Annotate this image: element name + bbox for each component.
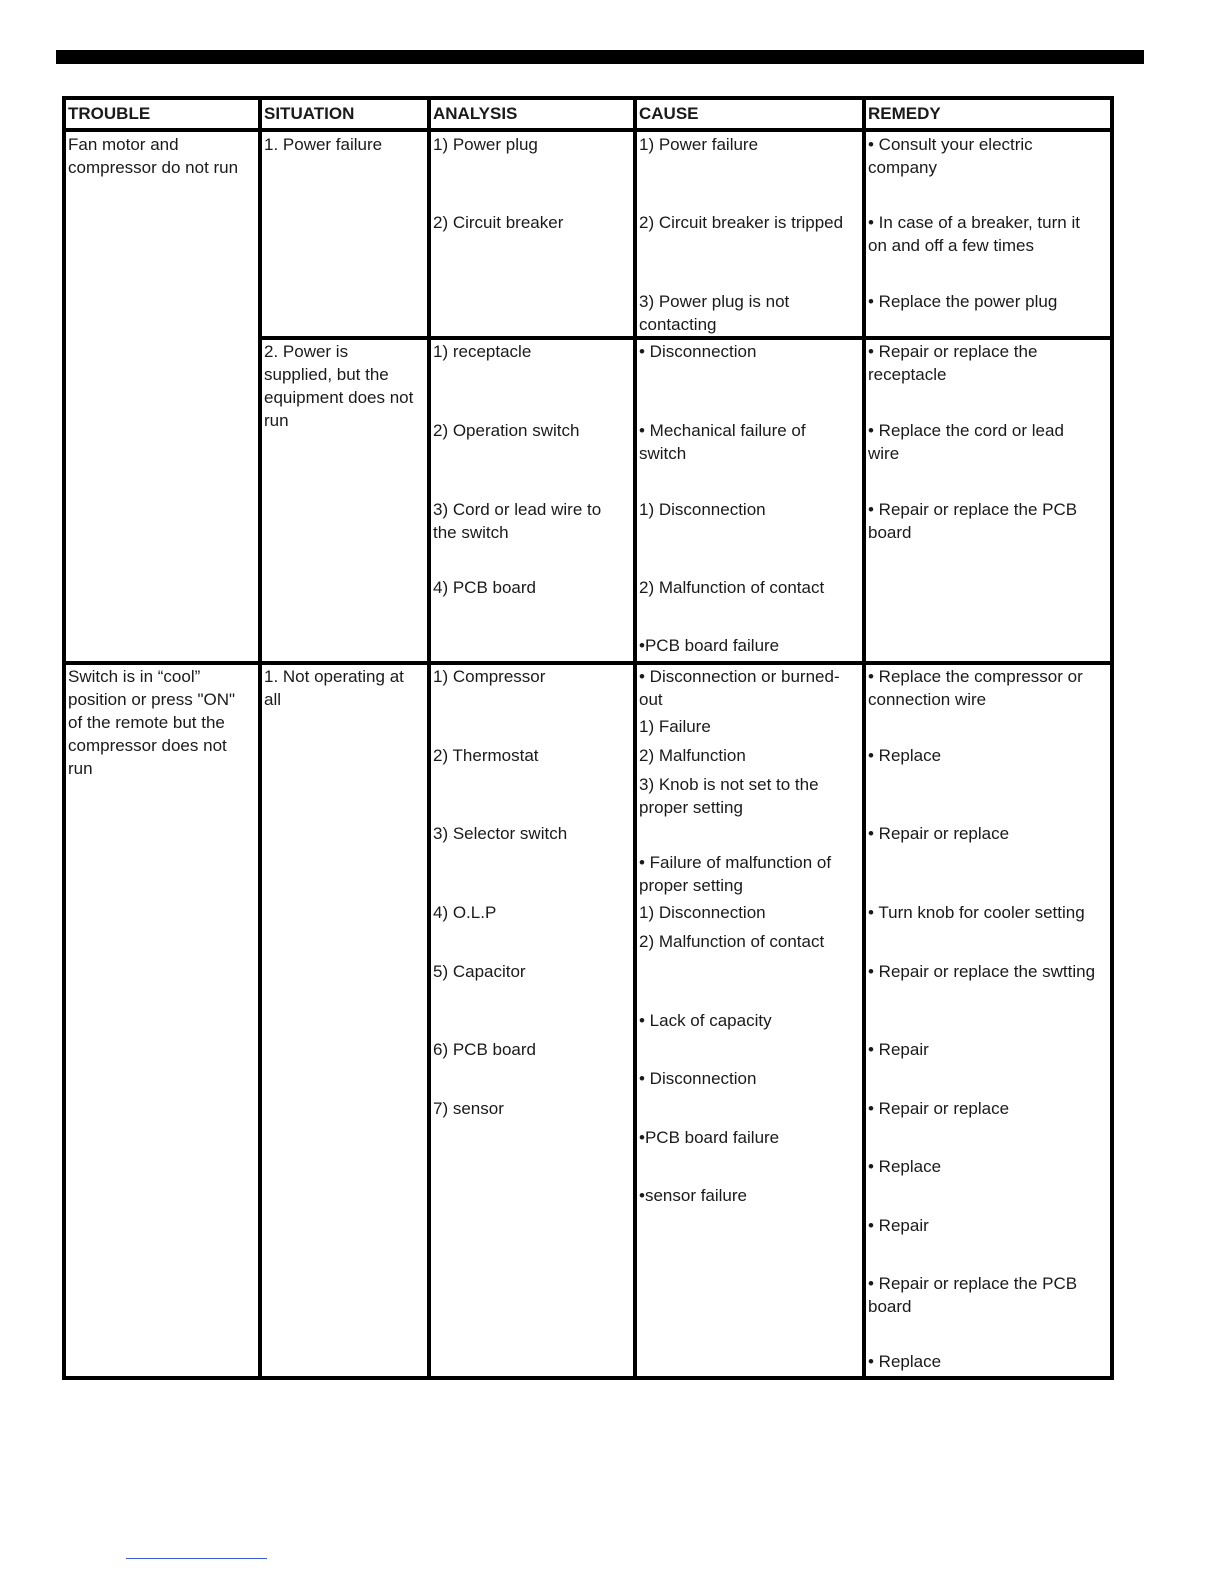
trouble-text: compressor do not run	[68, 158, 239, 177]
analysis-text: 6) PCB board	[433, 1040, 536, 1059]
analysis-text: 1) Power plug	[433, 135, 538, 154]
situation-text: equipment does not	[264, 388, 414, 407]
cause-text: • Lack of capacity	[639, 1011, 772, 1030]
remedy-text: • In case of a breaker, turn it	[868, 213, 1080, 232]
remedy-text: • Repair	[868, 1216, 929, 1235]
remedy-text: • Replace the cord or lead	[868, 421, 1064, 440]
remedy-text: board	[868, 1297, 912, 1316]
remedy-text: • Replace	[868, 1157, 942, 1176]
trouble-text: of the remote but the	[68, 713, 225, 732]
remedy-text: • Repair	[868, 1040, 929, 1059]
analysis-text: 1) receptacle	[433, 342, 532, 361]
cause-text: •sensor failure	[639, 1186, 748, 1205]
remedy-text: on and off a few times	[868, 236, 1035, 255]
cause-text: 1) Failure	[639, 717, 711, 736]
remedy-text: • Consult your electric	[868, 135, 1033, 154]
cause-text: 2) Circuit breaker is tripped	[639, 213, 844, 232]
situation-text: 1. Power failure	[264, 135, 383, 154]
analysis-text: the switch	[433, 523, 509, 542]
header-remedy: REMEDY	[868, 104, 941, 123]
column-divider	[862, 100, 866, 1376]
remedy-text: • Repair or replace	[868, 1099, 1010, 1118]
situation-text: all	[264, 690, 282, 709]
cause-text: • Disconnection	[639, 342, 757, 361]
remedy-text: • Turn knob for cooler setting	[868, 903, 1085, 922]
analysis-text: 5) Capacitor	[433, 962, 526, 981]
remedy-text: • Replace the compressor or	[868, 667, 1083, 686]
cause-text: 1) Power failure	[639, 135, 759, 154]
trouble-text: run	[68, 759, 93, 778]
cause-text: 2) Malfunction	[639, 746, 746, 765]
cause-text: 3) Knob is not set to the	[639, 775, 819, 794]
analysis-text: 3) Cord or lead wire to	[433, 500, 602, 519]
column-divider	[633, 100, 637, 1376]
analysis-text: 1) Compressor	[433, 667, 546, 686]
trouble-text: position or press "ON"	[68, 690, 236, 709]
header-trouble: TROUBLE	[68, 104, 151, 123]
remedy-text: wire	[868, 444, 900, 463]
footer-link-underline	[126, 1558, 267, 1559]
cause-text: •PCB board failure	[639, 1128, 780, 1147]
remedy-text: receptacle	[868, 365, 947, 384]
remedy-text: • Replace	[868, 746, 942, 765]
situation-text: supplied, but the	[264, 365, 389, 384]
analysis-text: 4) PCB board	[433, 578, 536, 597]
cause-text: • Mechanical failure of	[639, 421, 806, 440]
cause-text: 1) Disconnection	[639, 500, 766, 519]
remedy-text: • Repair or replace the swtting	[868, 962, 1096, 981]
situation-text: 2. Power is	[264, 342, 349, 361]
column-divider	[427, 100, 431, 1376]
analysis-text: 2) Circuit breaker	[433, 213, 564, 232]
remedy-text: • Repair or replace the PCB	[868, 500, 1078, 519]
cause-text: 1) Disconnection	[639, 903, 766, 922]
analysis-text: 2) Thermostat	[433, 746, 539, 765]
cause-text: proper setting	[639, 876, 743, 895]
cause-text: 2) Malfunction of contact	[639, 578, 825, 597]
column-divider	[258, 100, 262, 1376]
remedy-text: board	[868, 523, 912, 542]
analysis-text: 2) Operation switch	[433, 421, 580, 440]
header-cause: CAUSE	[639, 104, 699, 123]
table-header-row	[66, 100, 1110, 132]
cause-text: 2) Malfunction of contact	[639, 932, 825, 951]
trouble-text: Fan motor and	[68, 135, 179, 154]
remedy-text: • Repair or replace the PCB	[868, 1274, 1078, 1293]
remedy-text: • Replace the power plug	[868, 292, 1058, 311]
situation-text: 1. Not operating at	[264, 667, 404, 686]
trouble-text: Switch is in “cool”	[68, 667, 201, 686]
cause-text: contacting	[639, 315, 717, 334]
cause-text: •PCB board failure	[639, 636, 780, 655]
analysis-text: 3) Selector switch	[433, 824, 568, 843]
remedy-text: connection wire	[868, 690, 987, 709]
troubleshooting-table	[62, 96, 1114, 1380]
header-analysis: ANALYSIS	[433, 104, 518, 123]
remedy-text: • Repair or replace the	[868, 342, 1038, 361]
remedy-text: • Repair or replace	[868, 824, 1010, 843]
cause-text: • Disconnection	[639, 1069, 757, 1088]
cause-text: • Disconnection or burned-	[639, 667, 840, 686]
situation-text: run	[264, 411, 289, 430]
cause-text: 3) Power plug is not	[639, 292, 790, 311]
header-situation: SITUATION	[264, 104, 355, 123]
trouble-text: compressor does not	[68, 736, 227, 755]
analysis-text: 7) sensor	[433, 1099, 504, 1118]
page-top-rule	[56, 50, 1144, 64]
remedy-text: company	[868, 158, 937, 177]
analysis-text: 4) O.L.P	[433, 903, 497, 922]
cause-text: switch	[639, 444, 687, 463]
cause-text: proper setting	[639, 798, 743, 817]
remedy-text: • Replace	[868, 1352, 942, 1371]
cause-text: out	[639, 690, 663, 709]
cause-text: • Failure of malfunction of	[639, 853, 832, 872]
